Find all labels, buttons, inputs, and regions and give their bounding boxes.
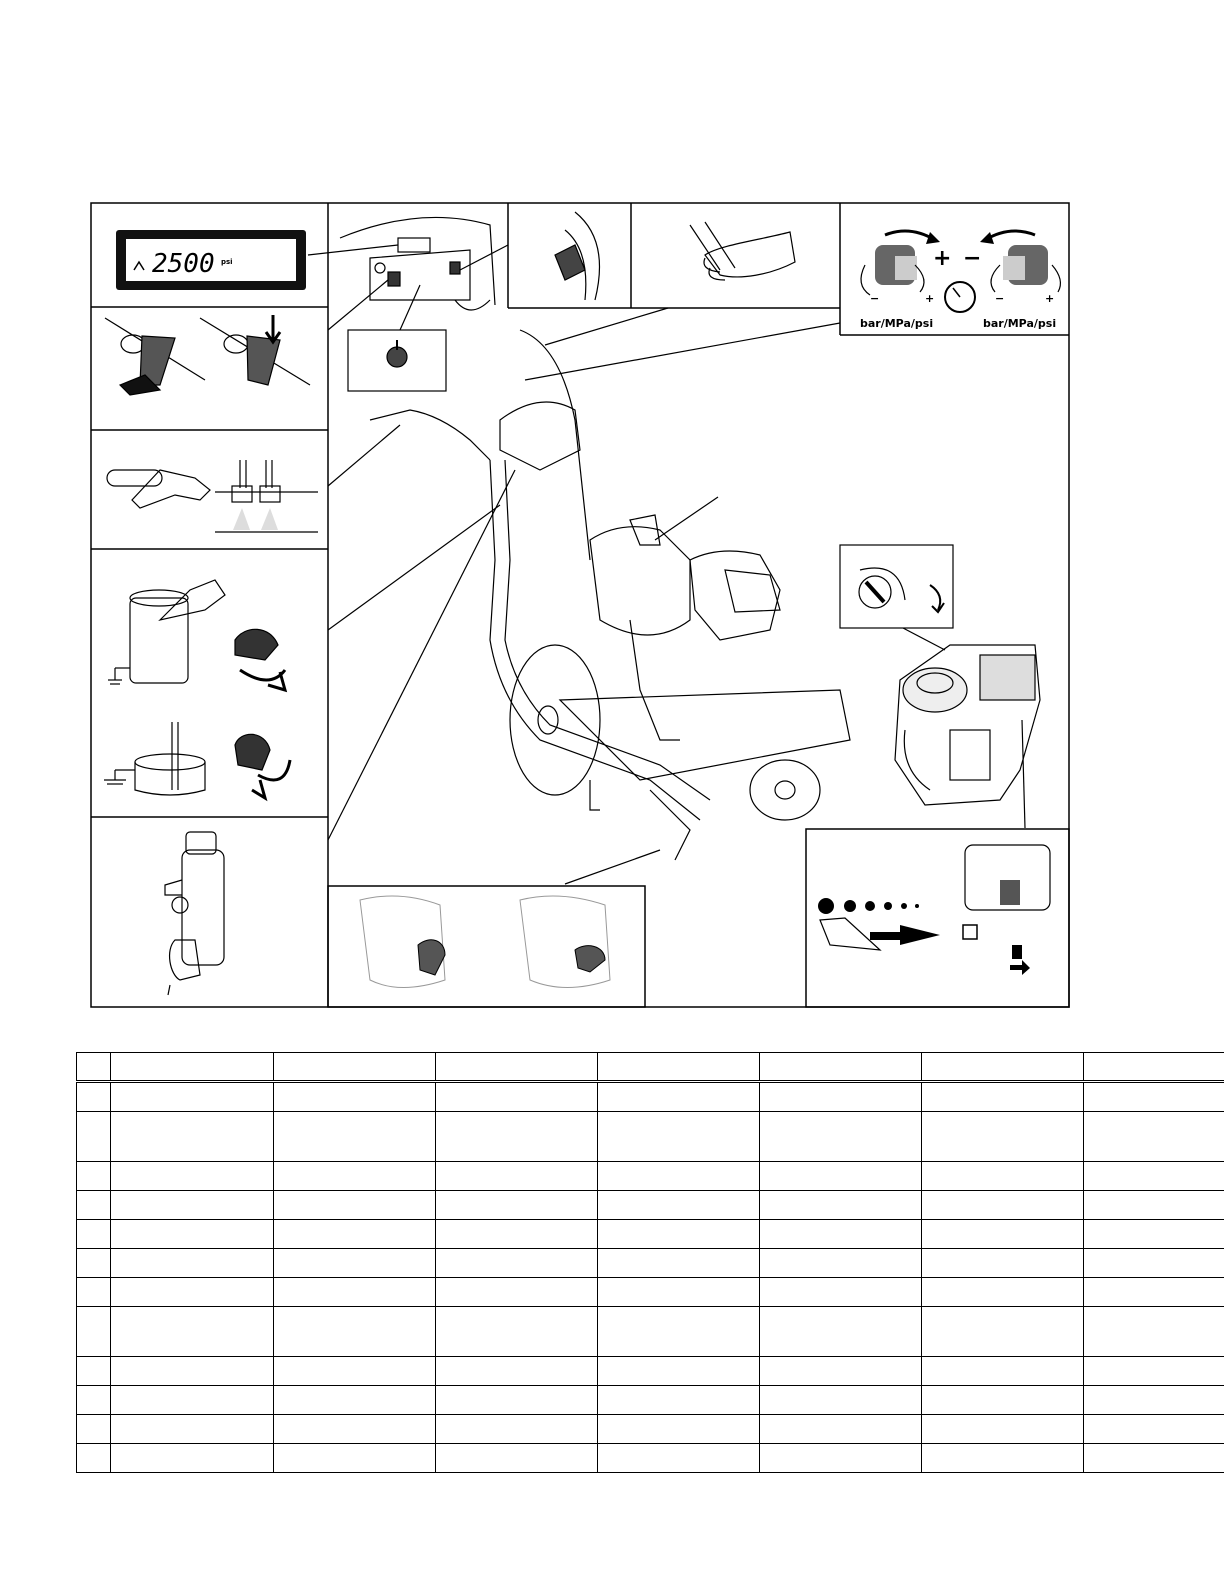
table-cell <box>77 1249 111 1278</box>
table-cell <box>77 1444 111 1473</box>
pressure-units-left: bar/MPa/psi <box>860 317 934 330</box>
table-cell <box>760 1220 922 1249</box>
engine-drawing <box>895 645 1040 805</box>
table-cell <box>436 1112 598 1162</box>
table-cell <box>77 1082 111 1112</box>
table-cell <box>436 1249 598 1278</box>
table-cell <box>922 1249 1084 1278</box>
pressure-unit: psi <box>221 258 233 266</box>
plus-sign: + <box>933 246 952 271</box>
table-cell <box>111 1386 274 1415</box>
table-cell <box>922 1162 1084 1191</box>
pressure-display-panel <box>116 230 306 290</box>
gun-trigger-panel <box>107 460 318 532</box>
table-cell <box>598 1162 760 1191</box>
table-cell <box>274 1162 436 1191</box>
table-cell <box>111 1249 274 1278</box>
parts-table <box>76 1052 1224 1473</box>
table-cell <box>274 1357 436 1386</box>
table-cell <box>436 1307 598 1357</box>
table-cell <box>274 1112 436 1162</box>
table-cell <box>111 1444 274 1473</box>
table-cell <box>111 1162 274 1191</box>
handle-grip-panel <box>690 222 795 280</box>
table-cell <box>111 1112 274 1162</box>
table-cell <box>1084 1191 1224 1220</box>
table-cell <box>1084 1082 1224 1112</box>
table-row <box>77 1220 1224 1249</box>
pressure-control-panel <box>860 231 1060 330</box>
table-cell <box>1084 1220 1224 1249</box>
table-cell <box>274 1082 436 1112</box>
flushing-panel <box>104 580 290 798</box>
table-cell <box>274 1444 436 1473</box>
table-cell <box>436 1444 598 1473</box>
table-row <box>77 1082 1224 1112</box>
table-cell <box>111 1278 274 1307</box>
table-cell <box>436 1053 598 1082</box>
table-cell <box>111 1053 274 1082</box>
table-cell <box>598 1357 760 1386</box>
table-cell <box>111 1191 274 1220</box>
line-striper-machine <box>370 330 850 860</box>
table-cell <box>598 1249 760 1278</box>
table-cell <box>274 1191 436 1220</box>
table-cell <box>436 1082 598 1112</box>
engine-switch-panel <box>555 212 600 300</box>
table-row <box>77 1162 1224 1191</box>
choke-inset <box>859 568 944 612</box>
table-cell <box>922 1415 1084 1444</box>
table-cell <box>274 1278 436 1307</box>
table-cell <box>598 1307 760 1357</box>
table-row <box>77 1249 1224 1278</box>
table-cell <box>436 1386 598 1415</box>
table-cell <box>77 1386 111 1415</box>
table-cell <box>274 1415 436 1444</box>
table-cell <box>274 1307 436 1357</box>
table-cell <box>760 1249 922 1278</box>
left-knob-plus: + <box>925 292 935 305</box>
minus-sign: − <box>963 246 982 271</box>
table-cell <box>598 1082 760 1112</box>
right-knob-plus: + <box>1045 292 1055 305</box>
table-cell <box>760 1444 922 1473</box>
table-cell <box>1084 1053 1224 1082</box>
table-cell <box>760 1112 922 1162</box>
pressure-units-right: bar/MPa/psi <box>983 317 1057 330</box>
table-cell <box>598 1444 760 1473</box>
table-cell <box>111 1415 274 1444</box>
table-row <box>77 1415 1224 1444</box>
table-cell <box>598 1191 760 1220</box>
table-cell <box>760 1162 922 1191</box>
table-cell <box>598 1386 760 1415</box>
table-cell <box>77 1112 111 1162</box>
table-row <box>77 1278 1224 1307</box>
table-cell <box>111 1220 274 1249</box>
table-cell <box>598 1053 760 1082</box>
table-cell <box>760 1278 922 1307</box>
toggle-switch-inset <box>387 340 407 367</box>
table-cell <box>77 1191 111 1220</box>
table-cell <box>1084 1357 1224 1386</box>
table-cell <box>760 1082 922 1112</box>
table-cell <box>274 1249 436 1278</box>
table-row <box>77 1444 1224 1473</box>
table-header-row <box>77 1053 1224 1082</box>
table-cell <box>922 1112 1084 1162</box>
table-cell <box>922 1082 1084 1112</box>
table-cell <box>111 1307 274 1357</box>
table-cell <box>1084 1386 1224 1415</box>
left-knob-minus: − <box>870 292 880 305</box>
table-cell <box>77 1162 111 1191</box>
table-cell <box>274 1386 436 1415</box>
table-cell <box>922 1053 1084 1082</box>
valve-panel <box>105 315 310 395</box>
table-row <box>77 1112 1224 1162</box>
table-cell <box>922 1386 1084 1415</box>
table-cell <box>760 1415 922 1444</box>
table-cell <box>77 1357 111 1386</box>
table-cell <box>1084 1278 1224 1307</box>
table-cell <box>274 1053 436 1082</box>
table-row <box>77 1386 1224 1415</box>
table-cell <box>922 1357 1084 1386</box>
fuel-valve-panel <box>818 845 1050 975</box>
table-cell <box>922 1444 1084 1473</box>
filter-panel <box>165 832 224 995</box>
table-cell <box>922 1220 1084 1249</box>
table-cell <box>436 1415 598 1444</box>
table-cell <box>436 1162 598 1191</box>
table-cell <box>1084 1415 1224 1444</box>
table-row <box>77 1357 1224 1386</box>
table-cell <box>436 1357 598 1386</box>
table-cell <box>922 1278 1084 1307</box>
table-row <box>77 1307 1224 1357</box>
table-cell <box>436 1220 598 1249</box>
table-cell <box>1084 1307 1224 1357</box>
table-cell <box>922 1191 1084 1220</box>
table-cell <box>1084 1162 1224 1191</box>
table-cell <box>1084 1112 1224 1162</box>
table-cell <box>77 1220 111 1249</box>
table-cell <box>760 1053 922 1082</box>
table-cell <box>760 1357 922 1386</box>
table-cell <box>598 1112 760 1162</box>
callout-lines <box>308 245 1025 884</box>
table-cell <box>111 1082 274 1112</box>
table-cell <box>436 1278 598 1307</box>
gun-closeup-panel <box>360 896 610 988</box>
table-cell <box>77 1307 111 1357</box>
table-cell <box>598 1278 760 1307</box>
table-cell <box>760 1307 922 1357</box>
table-cell <box>77 1415 111 1444</box>
table-cell <box>598 1220 760 1249</box>
table-cell <box>77 1053 111 1082</box>
table-cell <box>111 1357 274 1386</box>
table-cell <box>436 1191 598 1220</box>
table-cell <box>760 1386 922 1415</box>
right-knob-minus: − <box>995 292 1005 305</box>
table-cell <box>760 1191 922 1220</box>
table-cell <box>1084 1249 1224 1278</box>
table-cell <box>274 1220 436 1249</box>
table-cell <box>922 1307 1084 1357</box>
table-row <box>77 1191 1224 1220</box>
table-cell <box>598 1415 760 1444</box>
table-cell <box>1084 1444 1224 1473</box>
table-cell <box>77 1278 111 1307</box>
pressure-value: 2500 <box>152 249 215 279</box>
